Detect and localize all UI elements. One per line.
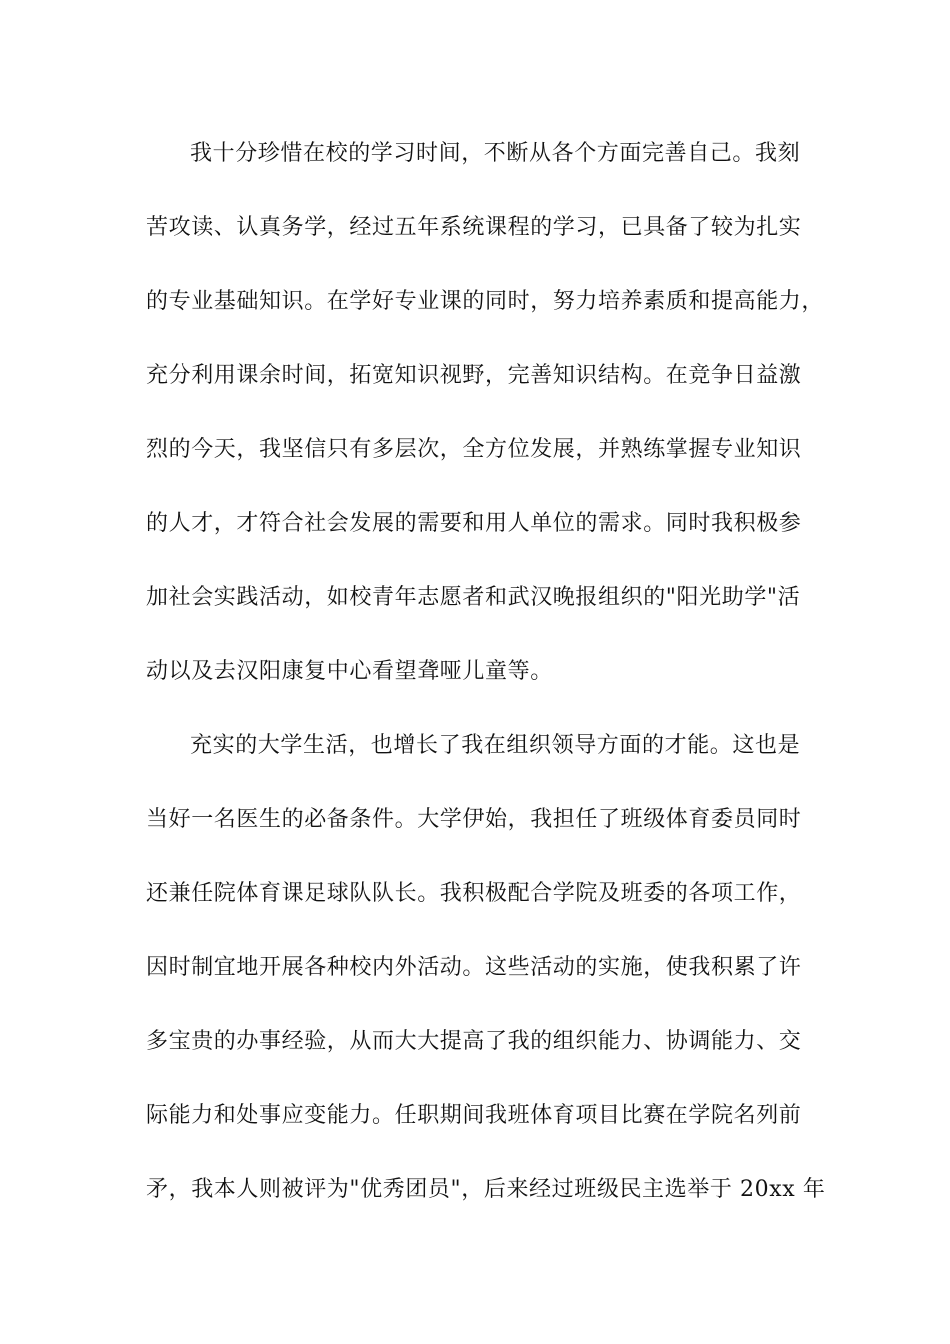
paragraph-2-line-1: 充实的大学生活，也增长了我在组织领导方面的才能。这也是 xyxy=(190,733,801,758)
paragraph-1-line-6: 的人才，才符合社会发展的需要和用人单位的需求。同时我积极参 xyxy=(146,511,802,536)
paragraph-2-line-5: 多宝贵的办事经验，从而大大提高了我的组织能力、协调能力、交 xyxy=(146,1029,802,1054)
paragraph-1-line-1: 我十分珍惜在校的学习时间，不断从各个方面完善自己。我刻 xyxy=(190,141,801,166)
paragraph-1-line-3: 的专业基础知识。在学好专业课的同时，努力培养素质和提高能力， xyxy=(146,289,825,314)
paragraph-2-line-2: 当好一名医生的必备条件。大学伊始，我担任了班级体育委员同时 xyxy=(146,807,802,832)
paragraph-2-line-4: 因时制宜地开展各种校内外活动。这些活动的实施，使我积累了许 xyxy=(146,955,802,980)
paragraph-2-line-6: 际能力和处事应变能力。任职期间我班体育项目比赛在学院名列前 xyxy=(146,1103,802,1128)
paragraph-1-line-2: 苦攻读、认真务学，经过五年系统课程的学习，已具备了较为扎实 xyxy=(146,215,802,240)
paragraph-2-line-3: 还兼任院体育课足球队队长。我积极配合学院及班委的各项工作， xyxy=(146,881,802,906)
paragraph-1-line-8: 动以及去汉阳康复中心看望聋哑儿童等。 xyxy=(146,659,553,684)
paragraph-1-line-5: 烈的今天，我坚信只有多层次，全方位发展，并熟练掌握专业知识 xyxy=(146,437,802,462)
paragraph-2-line-7: 矛，我本人则被评为"优秀团员"，后来经过班级民主选举于 20xx 年 xyxy=(146,1177,826,1202)
paragraph-1-line-7: 加社会实践活动，如校青年志愿者和武汉晚报组织的"阳光助学"活 xyxy=(146,585,801,610)
paragraph-1-line-4: 充分利用课余时间，拓宽知识视野，完善知识结构。在竞争日益激 xyxy=(146,363,802,388)
